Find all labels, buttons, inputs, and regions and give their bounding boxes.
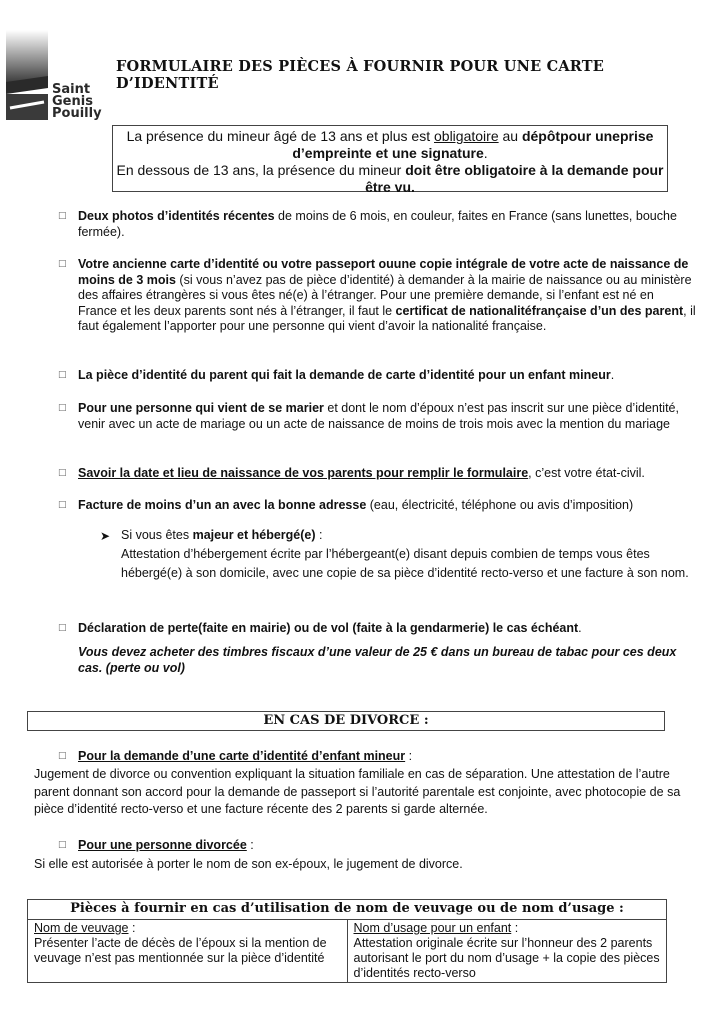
item-parent-bold: La pièce d’identité du parent qui fait la demande de carte d’identité pour un enfant mineur [78,368,611,382]
item-old-id-text-1: (si vous n’avez pas de pièce d’identité) à demander à la mairie de naissance ou au ministère des affaires étrangères si vous êtes né(e) à l’étranger. Pour une première demande, si l’enfant est né en France et les deux parents sont nés à l’étranger, il faut le [78,272,692,318]
item-parents-birth [78,466,696,482]
logo-line-3: Pouilly [52,106,102,121]
subitem-hosted [121,526,696,583]
minor-presence-notice [112,125,668,195]
item-married-bold: Pour une personne qui vient de se marier [78,401,324,415]
divorced-person-text: Si elle est autorisée à porter le nom de son ex-époux, le jugement de divorce. [34,857,463,871]
widow-text: Présenter l’acte de décès de l’époux si la mention de veuvage n’est pas mentionnée sur la pièce d’identité [34,936,327,965]
item-photos-bold: Deux photos d’identités récentes [78,209,275,223]
item-invoice [78,498,696,514]
item-old-id [78,257,696,335]
divorce-minor-colon: : [405,749,413,763]
notice-text-f: En dessous de 13 ans, la présence du mineur [116,162,406,178]
divorce-minor-label [78,749,696,765]
widow-label: Nom de veuvage [34,921,129,935]
table-row [28,920,667,983]
notice-text-g: doit être obligatoire à la demande pour être vu. [365,162,664,195]
notice-text-e: . [483,145,488,161]
fiscal-stamp-note: Vous devez acheter des timbres fiscaux d’une valeur de 25 € dans un bureau de tabac pour ces deux cas. (perte ou vol) [78,645,677,675]
item-invoice-text: (eau, électricité, téléphone ou avis d’imposition) [366,498,634,512]
widow-colon: : [128,921,136,935]
subitem-hosted-text-2: : [315,528,323,542]
bullet-icon: □ [58,370,67,380]
notice-text-a: La présence du mineur âgé de 13 ans et plus est [126,128,434,144]
bullet-icon: □ [58,500,67,510]
item-parents-birth-text: , c’est votre état-civil. [528,466,645,480]
bullet-icon: □ [58,623,67,633]
usage-text: Attestation originale écrite sur l’honneur des 2 parents autorisant le port du nom d’usage + la copie des pièces d’identités recto-verso [353,936,660,980]
item-parent-text: . [610,368,615,382]
arrow-bullet-icon: ➤ [100,529,111,543]
bullet-icon: □ [58,211,67,221]
table-cell-usage [347,920,667,983]
page-title: FORMULAIRE DES PIÈCES À FOURNIR POUR UNE CARTE D’IDENTITÉ [116,58,605,92]
logo-line-1: Saint [52,82,91,97]
divorced-person-label-text: Pour une personne divorcée [78,838,247,852]
usage-colon: : [511,921,519,935]
item-loss-declaration [78,621,696,637]
item-old-id-text-2: , il faut également l’apporter pour une personne qui vient d’avoir la nationalité française. [78,303,696,333]
item-parent-id [78,368,696,384]
item-loss-text: . [578,621,582,635]
notice-text-c: au [498,128,522,144]
item-loss-bold: Déclaration de perte(faite en mairie) ou de vol (faite à la gendarmerie) le cas échéant [78,621,579,635]
item-married [78,401,696,432]
name-usage-table-heading: Pièces à fournir en cas d’utilisation de nom de veuvage ou de nom d’usage : [27,899,667,919]
bullet-icon: □ [58,751,67,761]
usage-label: Nom d’usage pour un enfant [353,921,512,935]
logo-line-2: Genis [52,94,93,109]
item-old-id-bold-2: certificat de nationalitéfrançaise d’un des parent [395,303,684,318]
table-cell-widow [28,920,348,983]
logo-text [52,84,102,120]
item-parents-birth-bold: Savoir la date et lieu de naissance de vos parents pour remplir le formulaire [78,466,529,480]
item-old-id-bold: Votre ancienne carte d’identité ou votre passeport ouune copie intégrale de votre acte de naissance de moins de 3 mois [78,257,689,287]
bullet-icon: □ [58,840,67,850]
notice-obligatoire: obligatoire [434,128,499,144]
divorced-person-label [78,838,696,854]
divorce-minor-label-text: Pour la demande d’une carte d’identité d’enfant mineur [78,749,406,763]
item-photos-text: de moins de 6 mois, en couleur, faites en France (sans lunettes, bouche fermée). [78,209,677,239]
subitem-hosted-text-1: Si vous êtes [121,528,193,542]
name-usage-table [27,919,667,983]
item-married-text: et dont le nom d’époux n’est pas inscrit sur une pièce d’identité, venir avec un acte de mariage ou un acte de naissance de moins de trois mois avec la mention du mariage [78,401,679,431]
divorce-heading: EN CAS DE DIVORCE : [27,711,665,731]
bullet-icon: □ [58,403,67,413]
subitem-hosted-bold: majeur et hébergé(e) [192,528,316,542]
divorced-person-colon: : [246,838,254,852]
subitem-hosted-text-3: Attestation d’hébergement écrite par l’hébergeant(e) disant depuis combien de temps vous êtes hébergé(e) à son domicile, avec une copie de sa pièce d’identité recto-verso et une facture à son nom. [121,547,689,580]
item-invoice-bold: Facture de moins d’un an avec la bonne adresse [78,498,367,512]
notice-depot: dépôtpour uneprise d’empreinte et une signature [292,128,654,161]
bullet-icon: □ [58,259,67,269]
item-photos [78,209,696,240]
bullet-icon: □ [58,468,67,478]
divorce-minor-text: Jugement de divorce ou convention expliquant la situation familiale en cas de séparation. Une attestation de l’autre parent donnant son accord pour la demande de passeport si l’autorité parentale est conjointe, avec photocopie de sa pièce d’identité recto-verso et une facture récente des 2 parents si garde alternée. [34,767,681,816]
